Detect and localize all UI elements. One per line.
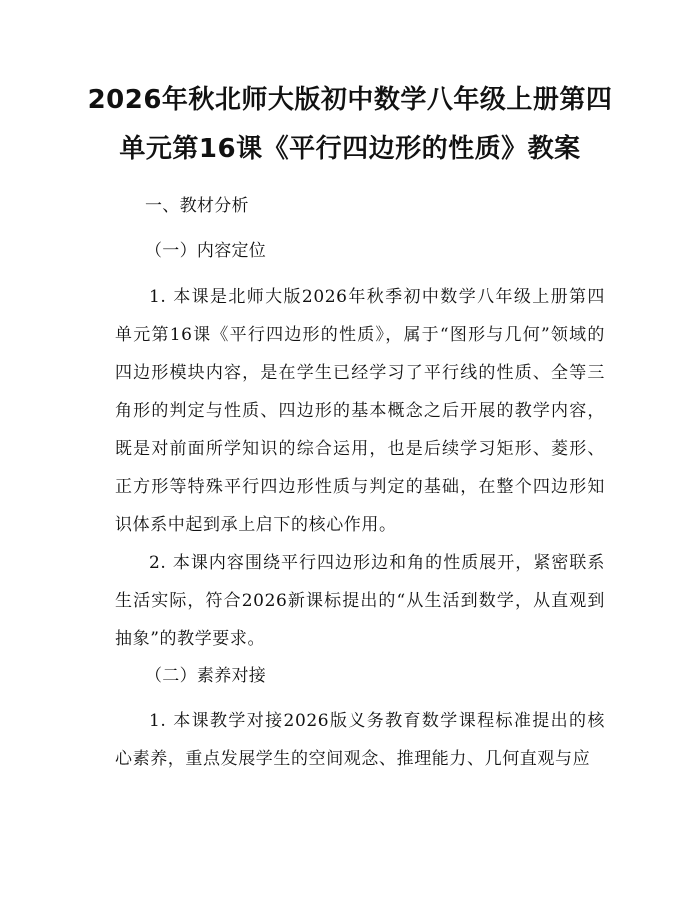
paragraph-content-2: [115, 544, 605, 658]
paragraph-text: 1. 本课是北师大版2026年秋季初中数学八年级上册第四单元第16课《平行四边形的性质》，属于“图形与几何”领域的四边形模块内容，是在学生已经学习了平行线的性质、全等三角形的判定与性质、四边形的基本概念之后开展的教学内容，既是对前面所学知识的综合运用，也是后续学习矩形、菱形、正方形等特殊平行四边形性质与判定的基础，在整个四边形知识体系中起到承上启下的核心作用。: [115, 287, 605, 535]
document-title-line-2: 单元第16课《平行四边形的性质》教案: [119, 134, 581, 164]
paragraph-text: 2. 本课内容围绕平行四边形边和角的性质展开，紧密联系生活实际，符合2026新课标提出的“从生活到数学，从直观到抽象”的教学要求。: [115, 553, 605, 649]
section-heading: 一、教材分析: [145, 196, 249, 216]
paragraph-literacy-1: [115, 702, 605, 778]
subsection-heading-content: （一）内容定位: [145, 241, 267, 261]
paragraph-text: 1. 本课教学对接2026版义务教育数学课程标准提出的核心素养，重点发展学生的空间观念、推理能力、几何直观与应: [115, 711, 605, 769]
document-title-line-1: 2026年秋北师大版初中数学八年级上册第四: [87, 85, 613, 115]
subsection-heading-literacy: （二）素养对接: [145, 666, 267, 686]
paragraph-content-1: [115, 278, 605, 544]
